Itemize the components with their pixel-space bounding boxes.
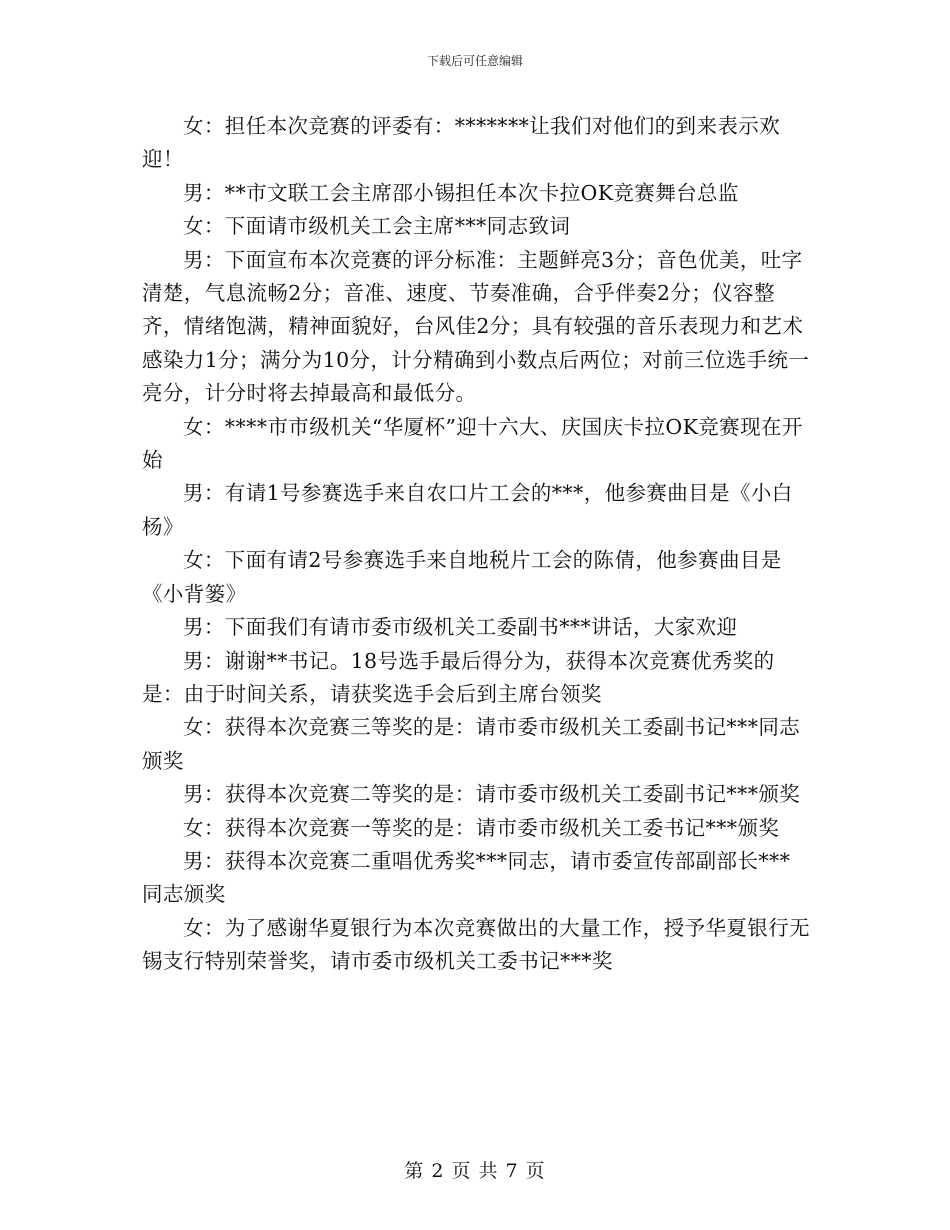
paragraph: 男：下面宣布本次竞赛的评分标准：主题鲜亮3分；音色优美，吐字清楚，气息流畅2分；音准、速度、节奏准确，合乎伴奏2分；仪容整齐，情绪饱满，精神面貌好，台风佳2分；具有较强的音乐表现力和艺术感染力1分；满分为10分，计分精确到小数点后两位；对前三位选手统一亮分，计分时将去掉最高和最低分。 [142, 247, 810, 406]
page-header-note: 下载后可任意编辑 [426, 54, 523, 68]
paragraph: 男：下面我们有请市委市级机关工委副书***讲话，大家欢迎 [183, 615, 738, 640]
document-body [142, 110, 810, 979]
paragraph: 男：谢谢**书记。18号选手最后得分为，获得本次竞赛优秀奖的是：由于时间关系，请获奖选手会后到主席台领奖 [142, 648, 775, 706]
paragraph: 女：获得本次竞赛一等奖的是：请市委市级机关工委书记***颁奖 [183, 815, 780, 840]
paragraph: 女：下面请市级机关工会主席***同志致词 [183, 214, 571, 239]
paragraph: 女：为了感谢华夏银行为本次竞赛做出的大量工作，授予华夏银行无锡支行特别荣誉奖，请市委市级机关工委书记***奖 [142, 915, 810, 974]
paragraph: 女：获得本次竞赛三等奖的是：请市委市级机关工委副书记***同志颁奖 [142, 715, 801, 773]
paragraph: 女：担任本次竞赛的评委有：*******让我们对他们的到来表示欢迎！ [142, 114, 781, 172]
paragraph: 男：获得本次竞赛二等奖的是：请市委市级机关工委副书记***颁奖 [183, 782, 801, 807]
paragraph: 女：下面有请2号参赛选手来自地税片工会的陈倩，他参赛曲目是《小背篓》 [142, 548, 782, 606]
paragraph: 女：****市市级机关“华厦杯”迎十六大、庆国庆卡拉OK竞赛现在开始 [142, 414, 803, 473]
paragraph: 男：有请1号参赛选手来自农口片工会的***，他参赛曲目是《小白杨》 [142, 481, 793, 539]
paragraph: 男：**市文联工会主席邵小锡担任本次卡拉OK竞赛舞台总监 [183, 180, 739, 205]
page-number-footer: 第 2 页 共 7 页 [404, 1160, 546, 1182]
paragraph: 男：获得本次竞赛二重唱优秀奖***同志，请市委宣传部副部长***同志颁奖 [142, 848, 791, 907]
